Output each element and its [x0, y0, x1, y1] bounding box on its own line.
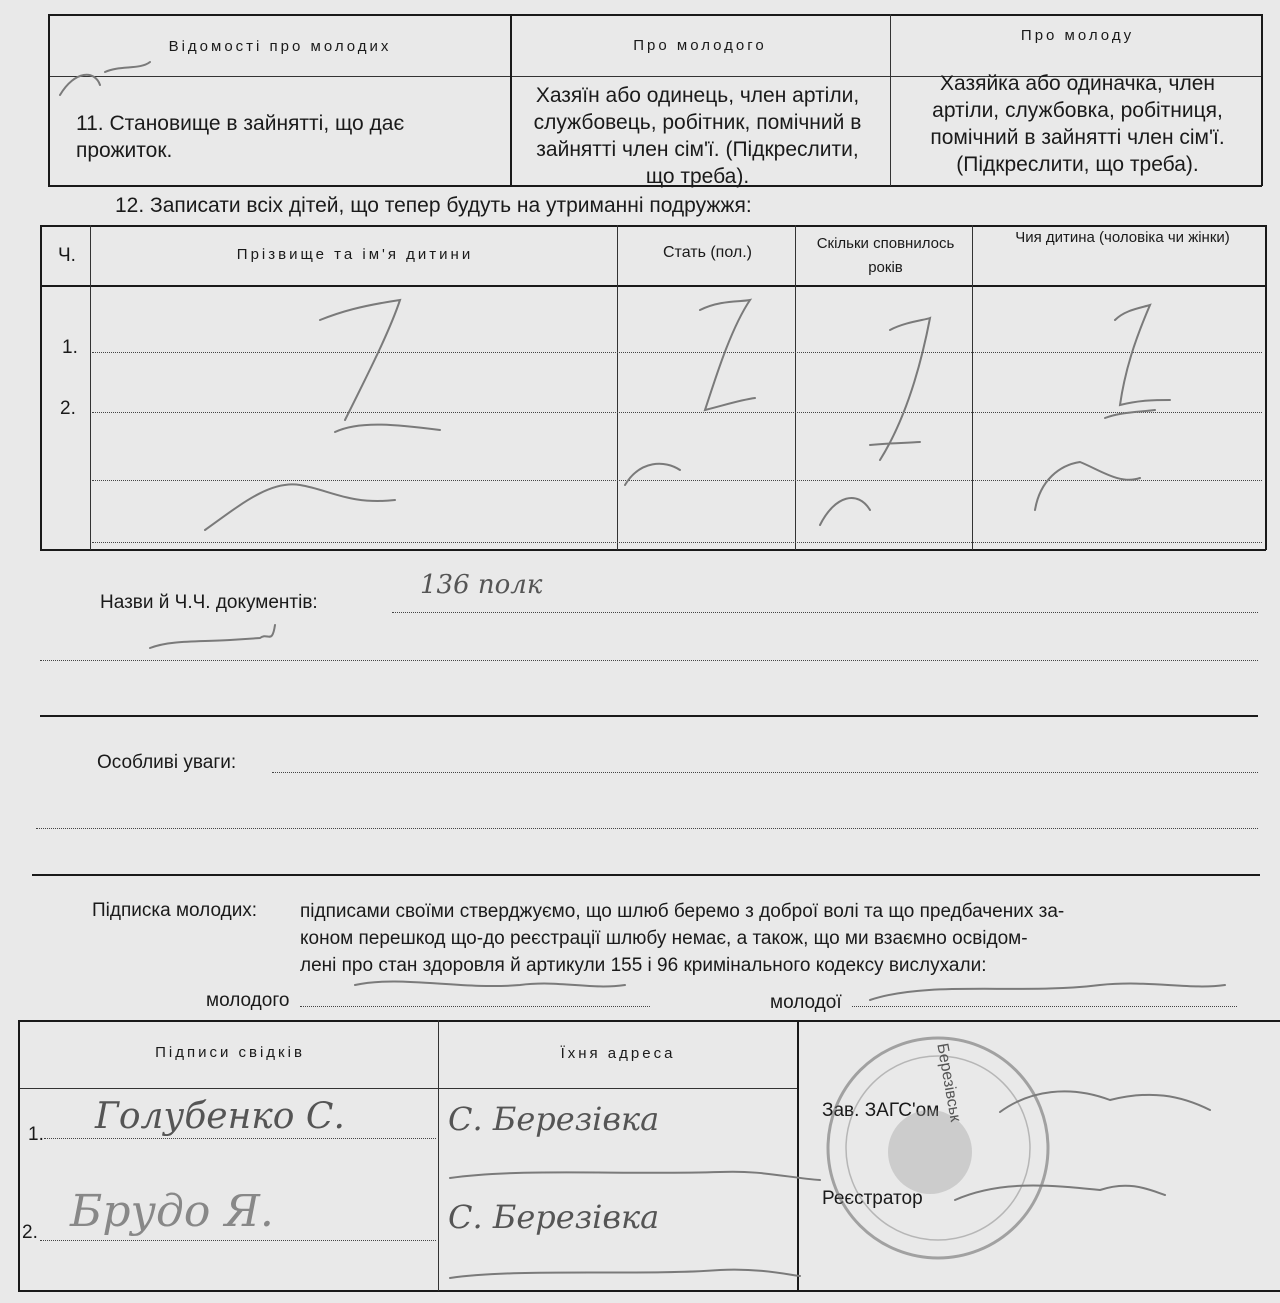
registrar-label: Реєстратор [822, 1188, 923, 1209]
bride-occupation-options: Хазяйка або одиначка, член артіли, службовка, робітниця, помічний в зайнятті член сім'ї. (Підкреслити, що треба). [930, 72, 1225, 176]
declaration-line-1: підписами своїми стверджуємо, що шлюб беремо з доброї волі та що предбачених за- [300, 901, 1065, 922]
header-sex: Стать (пол.) [662, 244, 752, 261]
header-about-couple: Відомості про молодих [168, 38, 392, 55]
stamp-text: Березівськ [933, 1042, 964, 1124]
header-num: Ч. [58, 245, 76, 266]
bride-signature-label: молодої [770, 992, 842, 1013]
header-about-groom: Про молодого [633, 37, 767, 54]
row-occupation-label: 11. Становище в зайнятті, що дає прожиток. [76, 112, 405, 162]
header-witness-signatures: Підписи свідків [155, 1044, 305, 1061]
witness-1-signature: Голубенко С. [95, 1096, 345, 1137]
header-whose-child: Чия дитина (чоловіка чи жінки) [1015, 229, 1230, 246]
documents-handwritten-value: 136 полк [420, 570, 543, 600]
row-number-2: 2. [60, 398, 76, 419]
witness-row-number-1: 1. [28, 1124, 44, 1145]
declaration-line-3: лені про стан здоровля й артикули 155 і 96 кримінального кодексу вислухали: [300, 955, 987, 976]
children-section-title: 12. Записати всіх дітей, що тепер будуть на утриманні подружжя: [115, 194, 752, 217]
remarks-label: Особливі уваги: [97, 752, 237, 773]
groom-signature-label: молодого [206, 990, 290, 1011]
declaration-label: Підписка молодих: [92, 900, 258, 921]
declaration-line-2: коном перешкод що-до реєстрації шлюбу немає, а також, що ми взаємно освідом- [300, 928, 1028, 949]
witness-1-address: С. Березівка [448, 1100, 660, 1138]
header-child-name: Прізвище та ім'я дитини [236, 246, 474, 263]
witness-row-number-2: 2. [22, 1222, 38, 1243]
row-number-1: 1. [62, 337, 78, 358]
witness-2-address: С. Березівка [448, 1198, 660, 1236]
header-about-bride: Про молоду [1020, 27, 1135, 44]
witness-2-signature: Брудо Я. [70, 1186, 274, 1237]
groom-occupation-options: Хазяїн або одинець, член артіли, службовець, робітник, помічний в зайнятті член сім'ї. (Підкреслити, що треба). [533, 84, 862, 188]
zags-head-label: Зав. ЗАГС'ом [822, 1100, 940, 1121]
header-witness-address: Їхня адреса [560, 1045, 676, 1062]
documents-label: Назви й Ч.Ч. документів: [100, 592, 318, 613]
header-age: Скільки сповнилось років [816, 235, 955, 276]
